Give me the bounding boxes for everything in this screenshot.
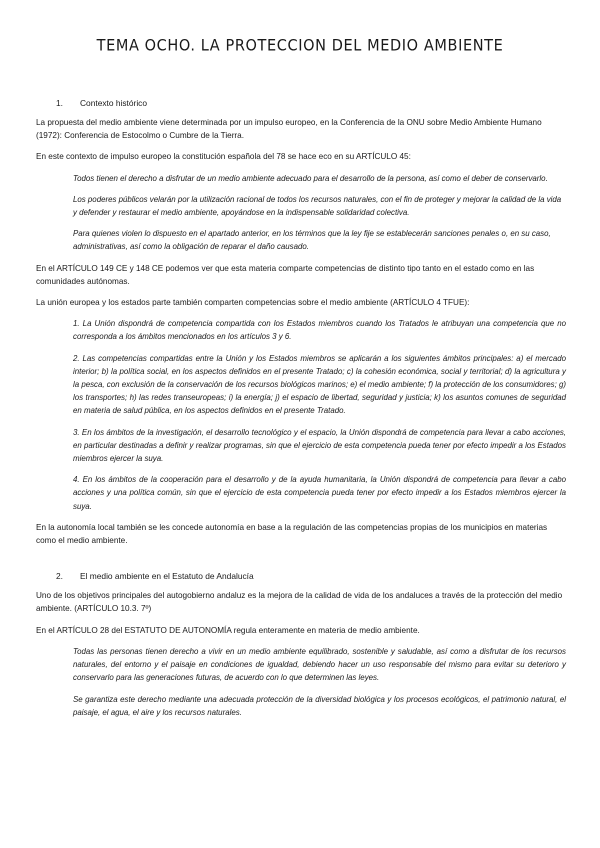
section-spacer — [36, 555, 566, 571]
quoted-article: Los poderes públicos velarán por la utilización racional de todos los recursos naturales, con el fin de proteger y mejorar la calidad de la vida y defender y restaurar el medio ambiente, apoyándose en la indispensable solidaridad colectiva. — [73, 194, 562, 218]
paragraph: Uno de los objetivos principales del autogobierno andaluz es la mejora de la calidad de vida de los andaluces a través de la protección del medio ambiente. (ARTÍCULO 10.3. 7º) — [36, 591, 563, 614]
paragraph: En este contexto de impulso europeo la constitución española del 78 se hace eco en su ARTÍCULO 45: — [36, 152, 411, 162]
section-number: 1. — [56, 98, 63, 108]
quoted-article: Todos tienen el derecho a disfrutar de un medio ambiente adecuado para el desarrollo de la persona, así como el deber de conservarlo. — [73, 173, 548, 183]
document-title: TEMA OCHO. LA PROTECCION DEL MEDIO AMBIENTE — [96, 37, 504, 55]
document-body — [36, 98, 566, 727]
section-title: El medio ambiente en el Estatuto de Andalucía — [80, 571, 254, 582]
quoted-article: Se garantiza este derecho mediante una adecuada protección de la diversidad biológica y los procesos ecológicos, el patrimonio natural, el paisaje, el agua, el aire y los recursos naturales. — [73, 694, 566, 717]
section-heading — [56, 571, 566, 581]
section-heading — [56, 98, 566, 108]
section-title: Contexto histórico — [80, 98, 148, 108]
quoted-article: Todas las personas tienen derecho a vivir en un medio ambiente equilibrado, sostenible y saludable, así como a disfrutar de los recursos naturales, del entorno y el paisaje en condiciones de igualdad, debiendo hacer un uso responsable del mismo para evitar su deterioro y conservarlo para las generaciones futuras, de acuerdo con lo que determinen las leyes. — [73, 646, 566, 683]
paragraph: En la autonomía local también se les concede autonomía en base a la regulación de las competencias propias de los municipios en materias como el medio ambiente. — [36, 522, 548, 546]
quoted-article: 1. La Unión dispondrá de competencia compartida con los Estados miembros cuando los Tratados le atribuyan una competencia que no corresponda a los ámbitos mencionados en los artículos 3 y 6. — [73, 319, 566, 342]
paragraph: En el ARTÍCULO 28 del ESTATUTO DE AUTONOMÍA regula enteramente en materia de medio ambiente. — [36, 625, 420, 635]
paragraph: En el ARTÍCULO 149 CE y 148 CE podemos ver que esta materia comparte competencias de distinto tipo tanto en el estado como en las comunidades autónomas. — [36, 263, 535, 286]
paragraph: La unión europea y los estados parte también comparten competencias sobre el medio ambiente (ARTÍCULO 4 TFUE): — [36, 298, 470, 308]
paragraph: La propuesta del medio ambiente viene determinada por un impulso europeo, en la Conferencia de la ONU sobre Medio Ambiente Humano (1972): Conferencia de Estocolmo o Cumbre de la Tierra. — [36, 118, 542, 141]
quoted-article: 2. Las competencias compartidas entre la Unión y los Estados miembros se aplicarán a los siguientes ámbitos principales: a) el mercado interior; b) la política social, en los aspectos definidos en el presente Tratado; c) la cohesión económica, social y territorial; d) la agricultura y la pesca, con exclusión de la conservación de los recursos biológicos marinos; e) el medio ambiente; f) la protección de los consumidores; g) los transportes; h) las redes transeuropeas; i) la energía; j) el espacio de libertad, seguridad y justicia; k) los asuntos comunes de seguridad en materia de salud pública, en los aspectos definidos en el presente Tratado. — [73, 353, 566, 416]
quoted-article: 3. En los ámbitos de la investigación, el desarrollo tecnológico y el espacio, la Unión dispondrá de competencia para llevar a cabo acciones, en particular destinadas a definir y realizar programas, sin que el ejercicio de esta competencia pueda tener por efecto impedir a los Estados miembros ejercer la suya. — [73, 427, 566, 464]
section-number: 2. — [56, 571, 63, 582]
quoted-article: 4. En los ámbitos de la cooperación para el desarrollo y de la ayuda humanitaria, la Unión dispondrá de competencia para llevar a cabo acciones y una política común, sin que el ejercicio de esta competencia pueda tener por efecto impedir a los Estados miembros ejercer la suya. — [73, 475, 566, 511]
quoted-article: Para quienes violen lo dispuesto en el apartado anterior, en los términos que la ley fije se establecerán sanciones penales o, en su caso, administrativas, así como la obligación de reparar el daño causado. — [73, 229, 551, 252]
